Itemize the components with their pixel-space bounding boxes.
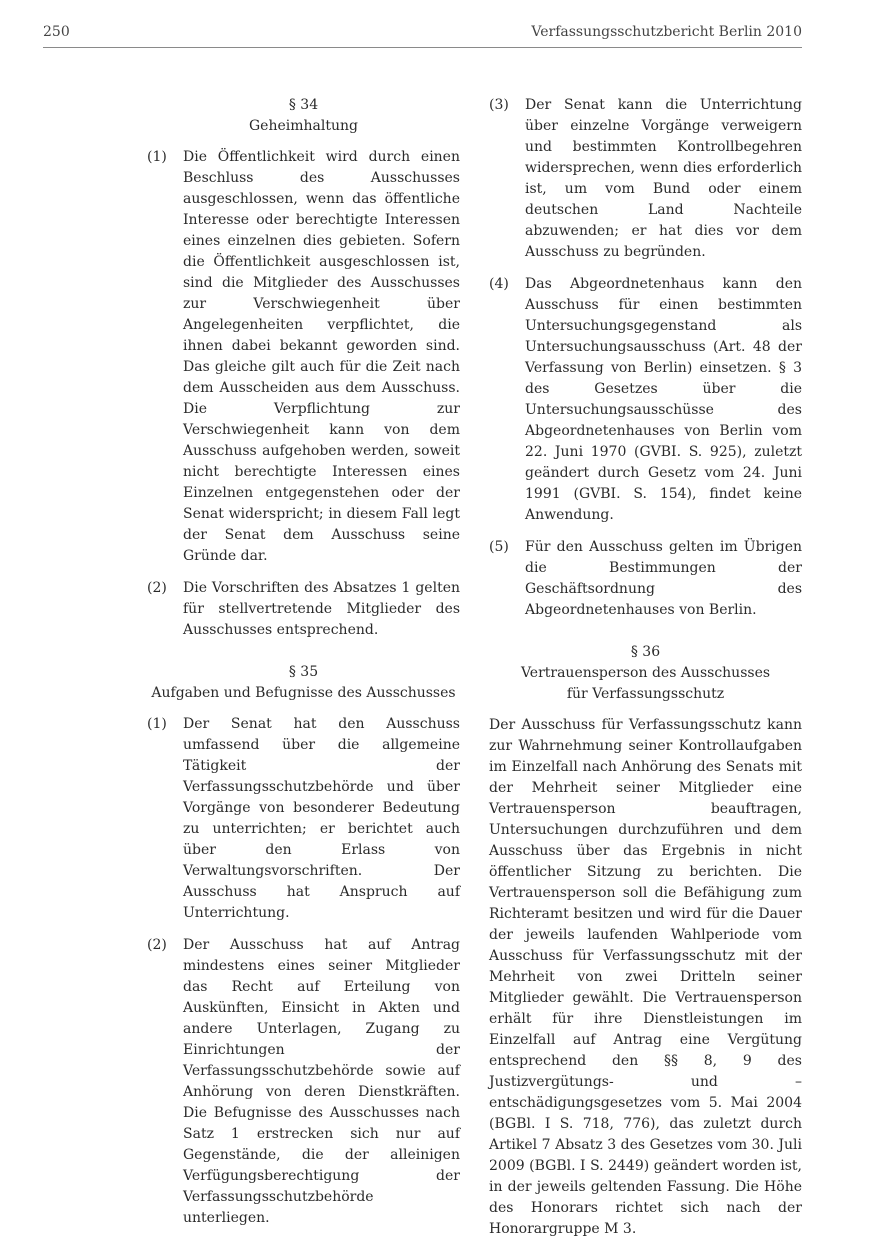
paragraph [147,935,460,1229]
left-column [147,95,460,1240]
paragraph [147,578,460,641]
paragraph-text: Für den Ausschuss gelten im Übrigen die Bestimmungen der Geschäftsordnung des Abgeordnetenhauses von Berlin. [525,539,802,618]
paragraph-text: Die Vorschriften des Absatzes 1 gelten für stellvertretende Mitglieder des Ausschusses entsprechend. [183,580,460,638]
paragraph [147,147,460,567]
page-number: 250 [43,24,70,40]
paragraph-number: (3) [489,97,509,113]
paragraph-number: (2) [147,937,167,953]
paragraph-number: (2) [147,580,167,596]
section-number: § 36 [630,644,661,660]
section-35-heading [147,662,460,704]
section-title-line-1: Vertrauensperson des Ausschusses [520,665,771,681]
paragraph-text: Die Öffentlichkeit wird durch einen Beschluss des Ausschusses ausgeschlossen, wenn das öffentliche Interesse oder berechtigte Interessen eines einzelnen dies gebieten. Sofern die Öffentlichkeit ausgeschlossen ist, sind die Mitglieder des Ausschusses zur Verschwiegenheit über Angelegenheiten verpflichtet, die ihnen dabei bekannt geworden sind. Das gleiche gilt auch für die Zeit nach dem Ausscheiden aus dem Ausschuss. Die Verpflichtung zur Verschwiegenheit kann von dem Ausschuss aufgehoben werden, soweit nicht berechtigte Interessen eines Einzelnen entgegenstehen oder der Senat widerspricht; in diesem Fall legt der Senat dem Ausschuss seine Gründe dar. [183,149,460,564]
paragraph-number: (1) [147,716,167,732]
paragraph [489,95,802,263]
paragraph-text: Das Abgeordnetenhaus kann den Ausschuss für einen bestimmten Untersuchungsgegenstand als Untersuchungsausschuss (Art. 48 der Verfassung von Berlin) einsetzen. § 3 des Gesetzes über die Untersuchungsausschüsse des Abgeordnetenhauses von Berlin vom 22. Juni 1970 (GVBI. S. 925), zuletzt geändert durch Gesetz vom 24. Juni 1991 (GVBI. S. 154), findet keine Anwendung. [525,276,802,523]
right-column [489,95,802,1240]
paragraph [147,714,460,924]
page-header [43,0,802,48]
paragraph-text: Der Ausschuss hat auf Antrag mindestens eines seiner Mitglieder das Recht auf Erteilung von Auskünften, Einsicht in Akten und andere Unterlagen, Zugang zu Einrichtungen der Verfassungsschutzbehörde sowie auf Anhörung von deren Dienstkräften. Die Befugnisse des Ausschusses nach Satz 1 erstrecken sich nur auf Gegenstände, die der alleinigen Verfügungsberechtigung der Verfassungsschutzbehörde unterliegen. [183,937,460,1226]
section-36-heading [489,642,802,705]
paragraph [489,537,802,621]
section-title: Aufgaben und Befugnisse des Ausschusses [151,685,456,701]
section-36-body: Der Ausschuss für Verfassungsschutz kann zur Wahrnehmung seiner Kontrollaufgaben im Einzelfall nach Anhörung des Senats mit der Mehrheit seiner Mitglieder eine Vertrauensperson beauftragen, Untersuchungen durchzuführen und dem Ausschuss über das Ergebnis in nicht öffentlicher Sitzung zu berichten. Die Vertrauensperson soll die Befähigung zum Richteramt besitzen und wird für die Dauer der jeweils laufenden Wahlperiode vom Ausschuss für Verfassungsschutz mit der Mehrheit von zwei Dritteln seiner Mitglieder gewählt. Die Vertrauensperson erhält für ihre Dienstleistungen im Einzelfall auf Antrag eine Vergütung entsprechend den §§ 8, 9 des Justizvergütungs- und –entschädigungsgesetzes vom 5. Mai 2004 (BGBl. I S. 718, 776), das zuletzt durch Artikel 7 Absatz 3 des Gesetzes vom 30. Juli 2009 (BGBl. I S. 2449) geändert worden ist, in der jeweils geltenden Fassung. Die Höhe des Honorars richtet sich nach der Honorargruppe M 3. [489,717,802,1237]
paragraph-number: (1) [147,149,167,165]
paragraph-text: Der Senat kann die Unterrichtung über einzelne Vorgänge verweigern und bestimmten Kontrollbegehren widersprechen, wenn dies erforderlich ist, um vom Bund oder einem deutschen Land Nachteile abzuwenden; er hat dies vor dem Ausschuss zu begründen. [525,97,802,260]
section-34-heading [147,95,460,137]
section-title: Geheimhaltung [249,118,358,134]
paragraph [489,274,802,526]
section-title-line-2: für Verfassungsschutz [566,686,725,702]
running-title: Verfassungsschutzbericht Berlin 2010 [531,24,802,40]
section-number: § 34 [288,97,319,113]
paragraph-number: (4) [489,276,509,292]
paragraph-number: (5) [489,539,509,555]
paragraph-text: Der Senat hat den Ausschuss umfassend über die allgemeine Tätigkeit der Verfassungsschutzbehörde und über Vorgänge von besonderer Bedeutung zu unterrichten; er berichtet auch über den Erlass von Verwaltungsvorschriften. Der Ausschuss hat Anspruch auf Unterrichtung. [183,716,460,921]
section-number: § 35 [288,664,319,680]
